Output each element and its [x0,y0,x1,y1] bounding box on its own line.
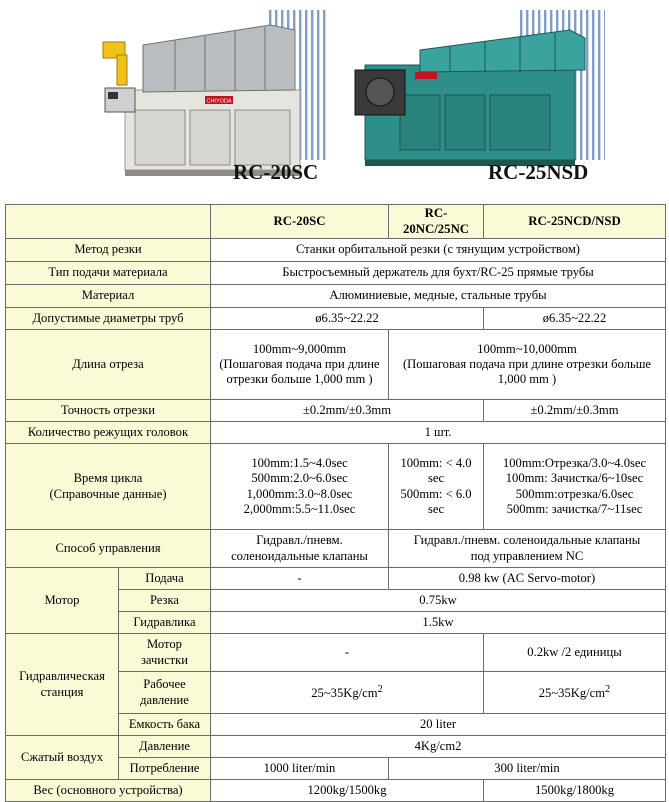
cycle-line: 100mm:1.5~4.0sec [251,456,348,471]
diameters-right-value: ø6.35~22.22 [484,308,666,330]
sub-label-work-pressure [119,672,211,714]
work-pressure-right-text: 25~35Kg/cm [538,686,606,701]
feed-type-value: Быстросъемный держатель для бухт/RC-25 прямые трубы [211,262,666,285]
machine-photos [0,0,669,196]
hydro-station-line1: Гидравлическая [19,669,105,684]
heads-value: 1 шт. [211,422,666,444]
table-row [6,308,666,330]
sub-label-feed: Подача [119,568,211,590]
row-label-air: Сжатый воздух [6,736,119,780]
air-consumption-right-value: 300 liter/min [389,758,666,780]
control-left-value [211,530,389,568]
row-label-diameters: Допустимые диаметры труб [6,308,211,330]
svg-text:CHIYODA: CHIYODA [206,98,232,105]
accuracy-left-value: ±0.2mm/±0.3mm [211,400,484,422]
work-pressure-right-value [484,672,666,714]
cutting-method-value: Станки орбитальной резки (с тянущим устройством) [211,239,666,262]
control-right-line2: под управлением NC [470,548,584,563]
row-label-cut-length: Длина отреза [6,330,211,400]
model-label-rc25nsd: RC-25NSD [488,160,589,184]
motor-hydraulics-value: 1.5kw [211,612,666,634]
table-row [6,634,666,672]
work-pressure-line1: Рабочее [143,677,186,692]
control-left-line2: соленоидальные клапаны [231,548,368,563]
row-label-hydro-station [6,634,119,736]
diameters-left-value: ø6.35~22.22 [211,308,484,330]
table-row [6,262,666,285]
weight-left-value: 1200kg/1500kg [211,780,484,802]
cut-length-right-value [389,330,666,400]
air-pressure-value: 4Kg/cm2 [211,736,666,758]
cut-length-left-note: (Пошаговая подача при длине отрезки больше 1,000 mm ) [219,356,380,387]
row-label-cutting-method: Метод резки [6,239,211,262]
sub-label-air-pressure: Давление [119,736,211,758]
cycle-rc20sc-value [211,444,389,530]
deburr-left-value: - [211,634,484,672]
hydro-station-line2: станция [40,684,84,699]
model-label-rc20sc: RC-20SC [233,160,319,184]
cycle-line: 500mm: зачистка/7~11sec [506,501,643,516]
cycle-line: sec [427,471,445,486]
deburr-right-value: 0.2kw /2 единицы [484,634,666,672]
cycle-line: sec [427,501,445,516]
table-row [6,736,666,758]
tank-value: 20 liter [211,714,666,736]
header-corner [6,205,211,239]
deburr-line1: Мотор [147,637,182,652]
deburr-line2: зачистки [140,652,189,667]
work-pressure-left-text: 25~35Kg/cm [311,686,378,701]
cycle-label-line1: Время цикла [73,471,143,486]
table-row [6,330,666,400]
work-pressure-left-value [211,672,484,714]
cut-length-right-note: (Пошаговая подача при длине отрезки больше 1,000 mm ) [402,356,652,387]
table-row [6,444,666,530]
superscript: 2 [377,683,383,695]
header-rc20sc: RC-20SC [211,205,389,239]
cycle-line: 500mm: < 6.0 [400,486,472,501]
table-row [6,780,666,802]
cycle-line: 2,000mm:5.5~11.0sec [243,501,356,516]
control-right-line1: Гидравл./пневм. соленоидальные клапаны [413,533,641,548]
motor-feed-left-value: - [211,568,389,590]
header-rc20nc: RC-20NC/25NC [389,205,484,239]
cycle-rc25ncd-value [484,444,666,530]
row-label-feed-type: Тип подачи материала [6,262,211,285]
superscript: 2 [605,683,611,695]
table-row [6,568,666,590]
specifications-table [5,204,666,802]
table-header-row [6,205,666,239]
control-left-line1: Гидравл./пневм. [256,533,343,548]
table-row [6,239,666,262]
motor-feed-right-value: 0.98 kw (AC Servo-motor) [389,568,666,590]
row-label-accuracy: Точность отрезки [6,400,211,422]
cycle-label-line2: (Справочные данные) [49,486,167,501]
control-right-value [389,530,666,568]
cycle-line: 500mm:2.0~6.0sec [251,471,348,486]
row-label-material: Материал [6,285,211,308]
table-row [6,422,666,444]
table-row [6,530,666,568]
motor-cut-value: 0.75kw [211,590,666,612]
sub-label-air-consumption: Потребление [119,758,211,780]
row-label-heads: Количество режущих головок [6,422,211,444]
table-row [6,400,666,422]
row-label-motor: Мотор [6,568,119,634]
cycle-rc20nc-value [389,444,484,530]
sub-label-tank: Емкость бака [119,714,211,736]
cycle-line: 1,000mm:3.0~8.0sec [246,486,353,501]
cycle-line: 100mm: < 4.0 [400,456,472,471]
work-pressure-line2: давление [140,692,189,707]
cut-length-right-range: 100mm~10,000mm [477,341,577,356]
weight-right-value: 1500kg/1800kg [484,780,666,802]
sub-label-cut: Резка [119,590,211,612]
sub-label-deburr-motor [119,634,211,672]
header-rc25ncd: RC-25NCD/NSD [484,205,666,239]
cycle-line: 100mm: Зачистка/6~10sec [505,471,644,486]
cut-length-left-range: 100mm~9,000mm [252,341,347,356]
table-row [6,285,666,308]
row-label-control: Способ управления [6,530,211,568]
row-label-weight: Вес (основного устройства) [6,780,211,802]
sub-label-hydraulics: Гидравлика [119,612,211,634]
accuracy-right-value: ±0.2mm/±0.3mm [484,400,666,422]
cycle-line: 100mm:Отрезка/3.0~4.0sec [502,456,647,471]
cut-length-left-value [211,330,389,400]
row-label-cycle-time [6,444,211,530]
material-value: Алюминиевые, медные, стальные трубы [211,285,666,308]
air-consumption-left-value: 1000 liter/min [211,758,389,780]
cycle-line: 500mm:отрезка/6.0sec [515,486,634,501]
